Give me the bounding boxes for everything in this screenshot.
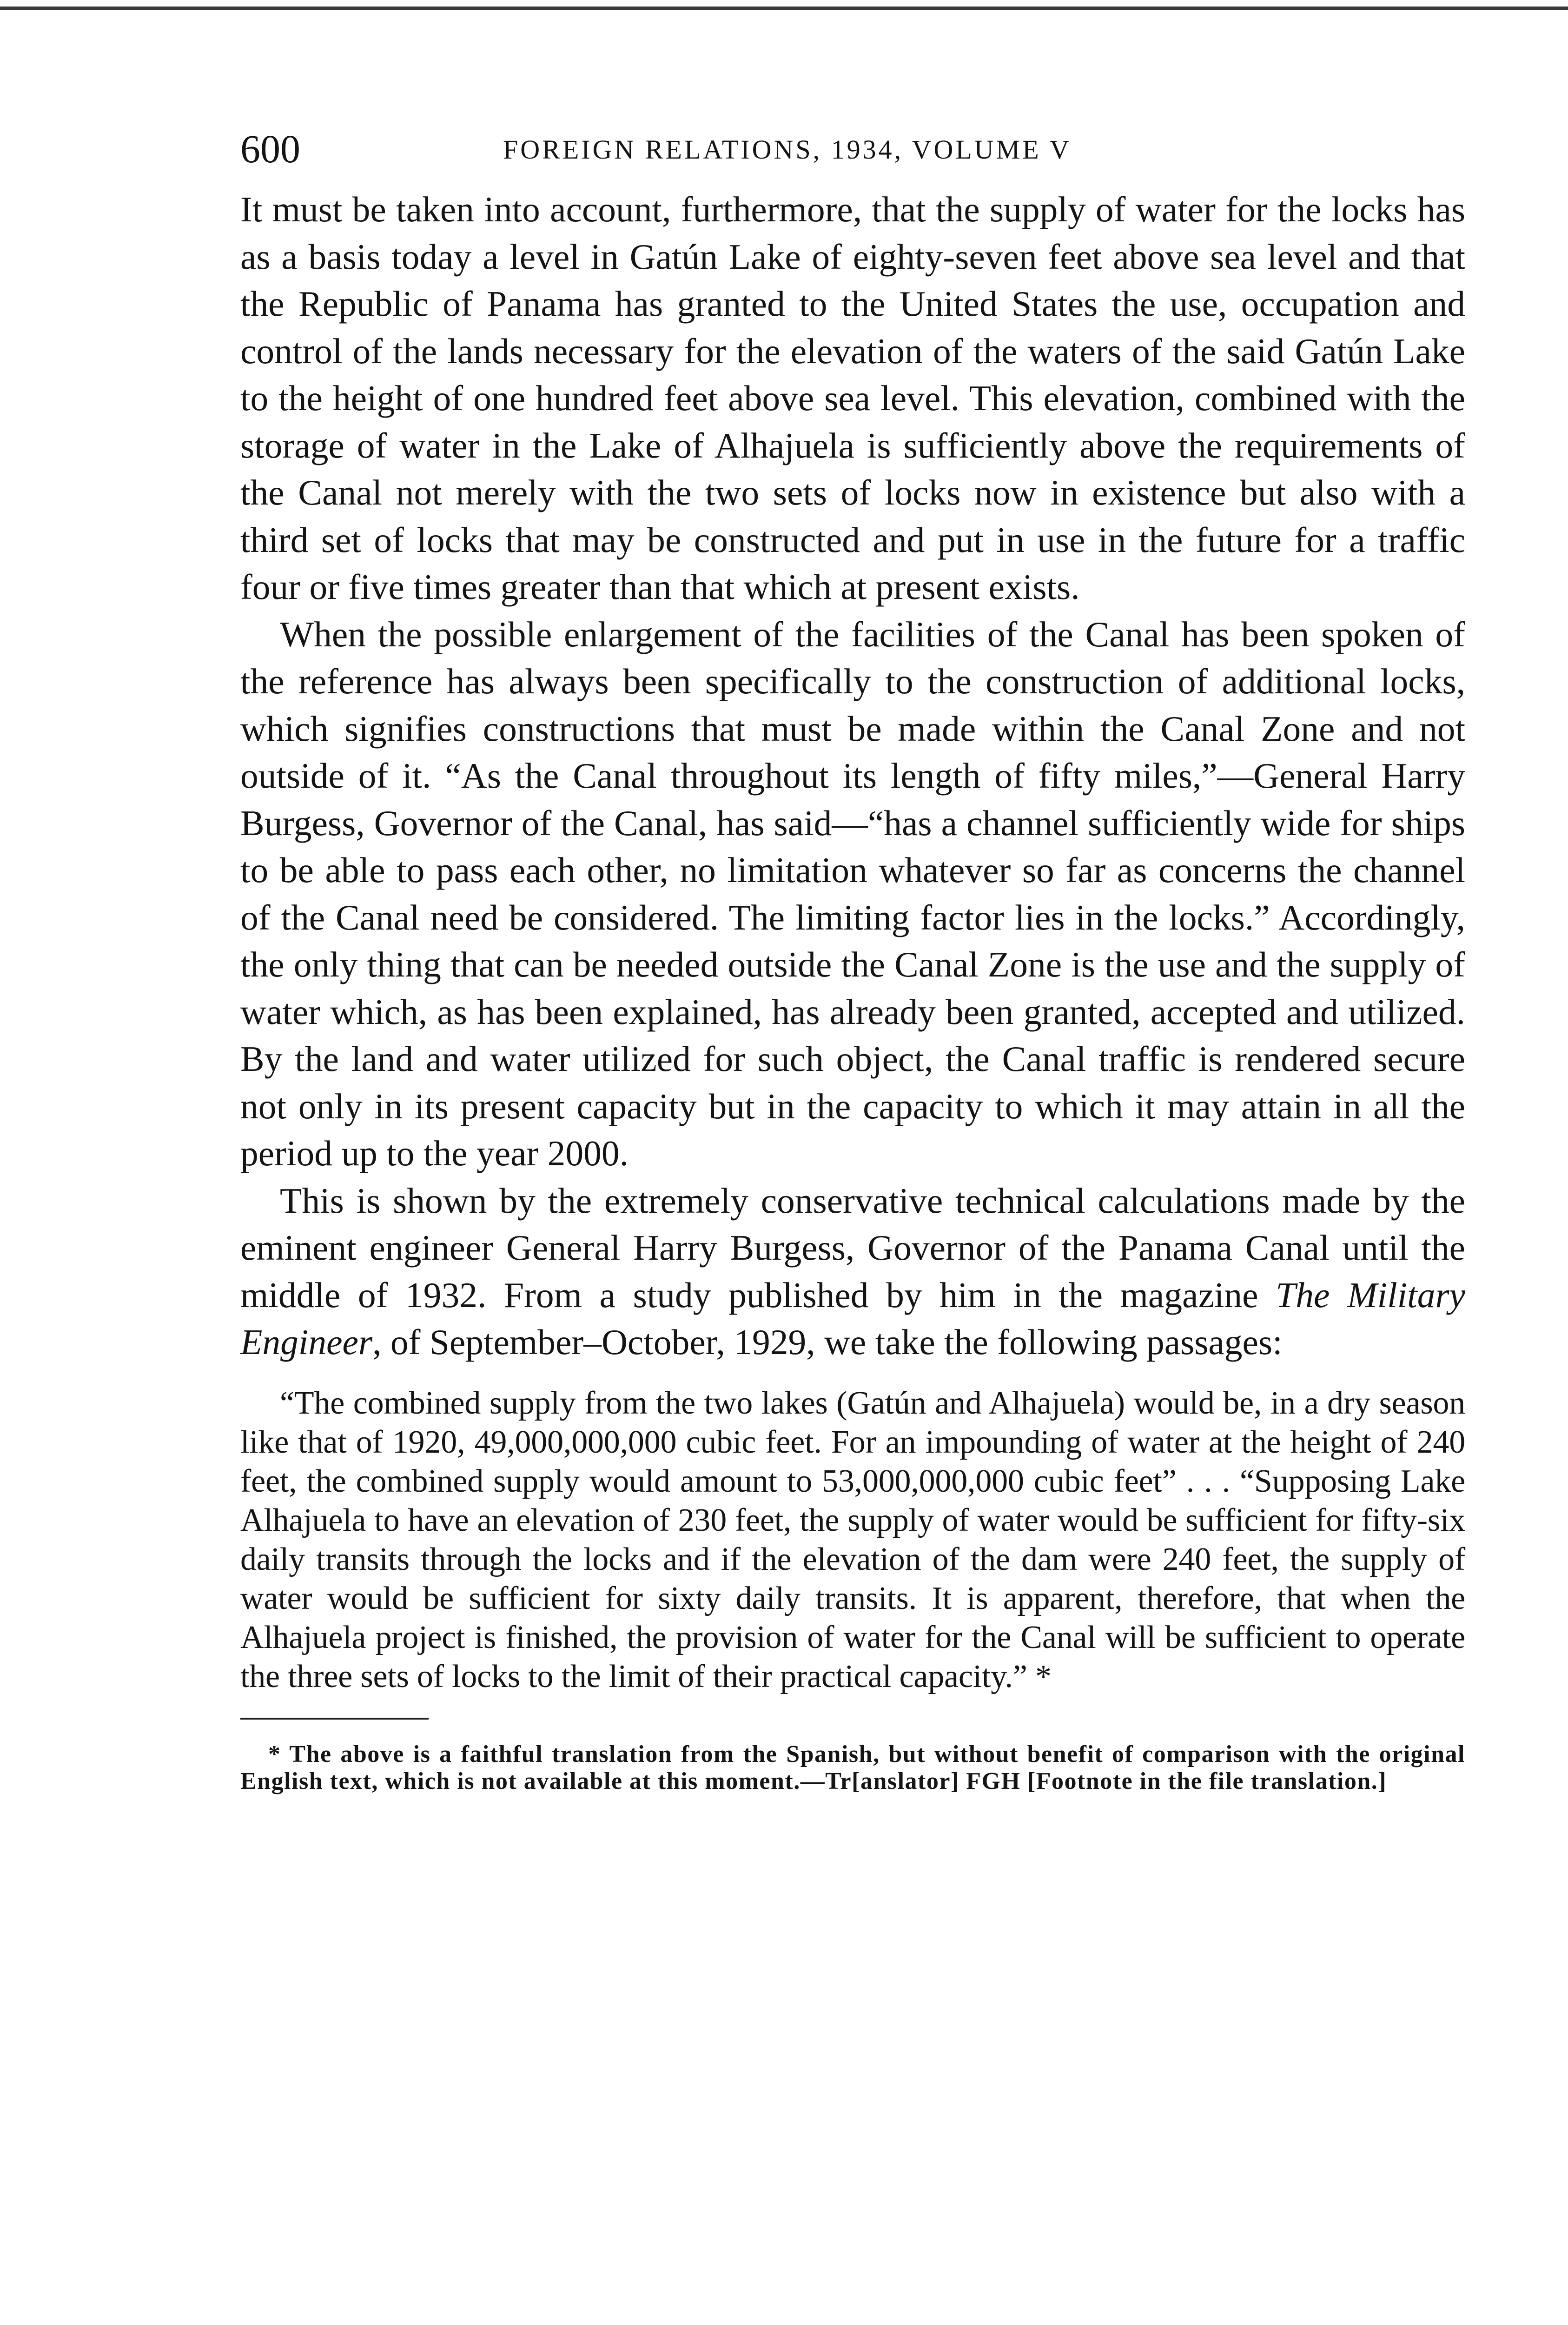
page-number: 600	[240, 126, 300, 171]
running-header	[240, 126, 1465, 186]
quote-text: “The combined supply from the two lakes (Gatún and Alhajuela) would be, in a dry season like that of 1920, 49,000,000,000 cubic feet. For an impounding of water at the height of 240 feet, the combined supply would amount to 53,000,000,000 cubic feet” . . . “Supposing Lake Alhajuela to have an elevation of 230 feet, the supply of water would be sufficient for fifty-six daily transits through the locks and if the elevation of the dam were 240 feet, the supply of water would be sufficient for sixty daily transits. It is apparent, therefore, that when the Alhajuela project is finished, the provision of water for the Canal will be sufficient to operate the three sets of locks to the limit of their practical capacity.”	[240, 1385, 1465, 1694]
body-paragraph-3	[240, 1177, 1465, 1366]
footnote: * The above is a faithful translation from the Spanish, but without benefit of comparison with the original English text, which is not available at this moment.—Tr[anslator] FGH [Footnote in the file translation.]	[240, 1740, 1465, 1794]
block-quote	[240, 1384, 1465, 1696]
footnote-marker: *	[1027, 1658, 1052, 1694]
running-title: FOREIGN RELATIONS, 1934, VOLUME V	[503, 134, 1072, 165]
body-paragraph-2: When the possible enlargement of the facilities of the Canal has been spoken of the reference has always been specifically to the construction of additional locks, which signifies constructions that must be made within the Canal Zone and not outside of it. “As the Canal throughout its length of fifty miles,”—General Harry Burgess, Governor of the Canal, has said—“has a channel sufficiently wide for ships to be able to pass each other, no limitation whatever so far as concerns the channel of the Canal need be considered. The limiting factor lies in the locks.” Accordingly, the only thing that can be needed outside the Canal Zone is the use and the supply of water which, as has been explained, has already been granted, accepted and utilized. By the land and water utilized for such object, the Canal traffic is rendered secure not only in its present capacity but in the capacity to which it may attain in all the period up to the year 2000.	[240, 614, 1465, 1173]
document-page	[240, 126, 1465, 1795]
paragraph-3-text-end: , of September–October, 1929, we take the following passages:	[372, 1322, 1283, 1362]
top-border-rule	[0, 7, 1568, 10]
footnote-divider	[240, 1718, 429, 1720]
paragraph-3-text-start: This is shown by the extremely conservative technical calculations made by the eminent engineer General Harry Burgess, Governor of the Panama Canal until the middle of 1932. From a study published by him in the magazine	[240, 1180, 1465, 1315]
magazine-title: The Military Engineer	[240, 1275, 1465, 1362]
body-paragraph-1: It must be taken into account, furthermore, that the supply of water for the locks has as a basis today a level in Gatún Lake of eighty-seven feet above sea level and that the Republic of Panama has granted to the United States the use, occupation and control of the lands necessary for the elevation of the waters of the said Gatún Lake to the height of one hundred feet above sea level. This elevation, combined with the storage of water in the Lake of Alhajuela is sufficiently above the requirements of the Canal not merely with the two sets of locks now in existence but also with a third set of locks that may be constructed and put in use in the future for a traffic four or five times greater than that which at present exists.	[240, 189, 1465, 607]
